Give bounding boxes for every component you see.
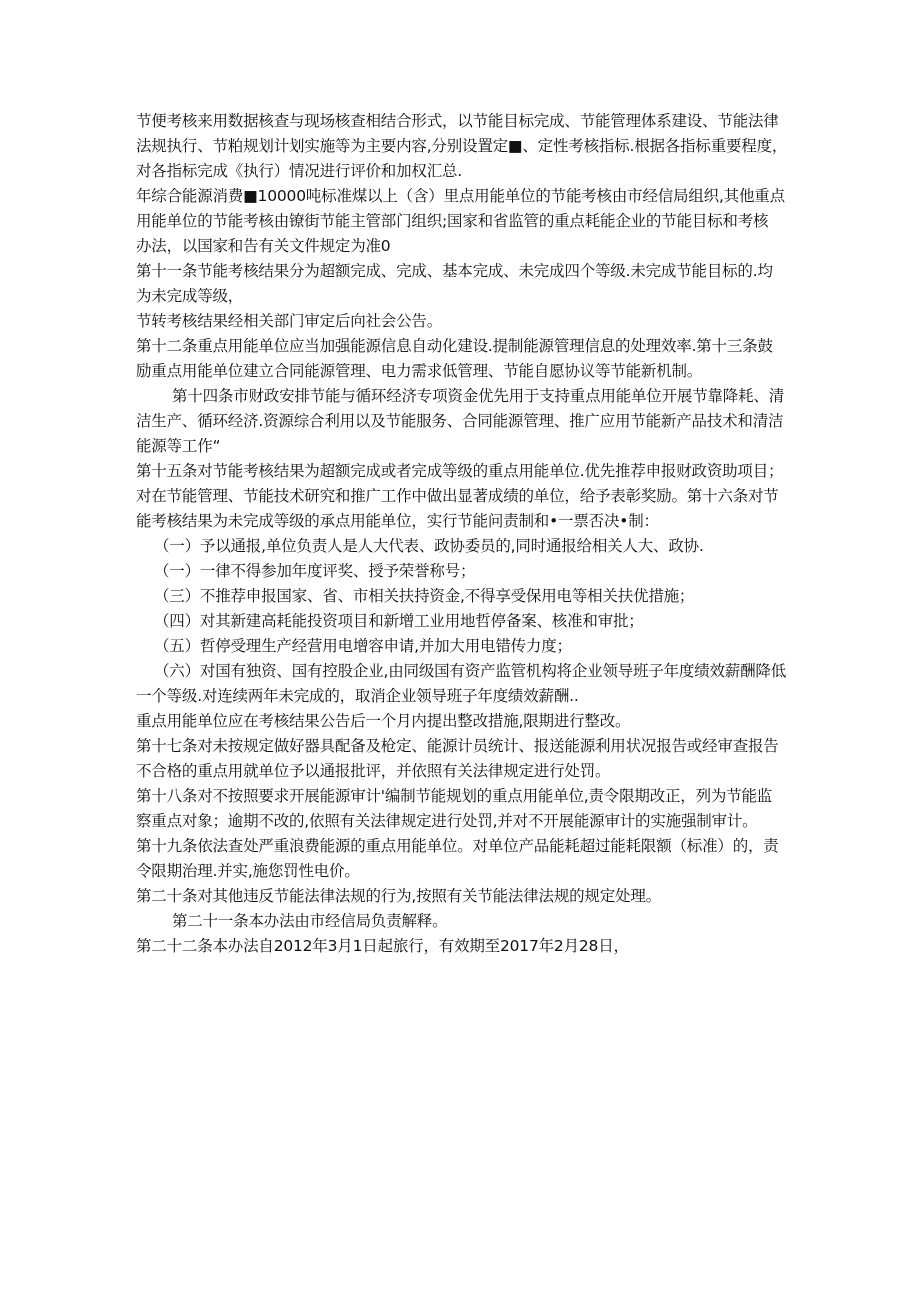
text-line: （一）一律不得参加年度评奖、授予荣誉称号； (154, 562, 476, 580)
text-line: 节转考核结果经相关部门审定后向社会公告。 (136, 312, 443, 330)
text-line: 节便考核来用数据核查与现场核查相结合形式，以节能目标完成、节能管理体系建设、节能法律 (136, 112, 779, 130)
text-line: 第二十二条本办法自2012年3月1日起旅行，有效期至2017年2月28日， (136, 937, 629, 955)
text-line: 用能单位的节能考核由镣街节能主管部门组织;国家和省监管的重点耗能企业的节能目标和考核 (136, 212, 769, 230)
text-line: 能考核结果为未完成等级的承点用能单位，实行节能问责制和•一票否决•制： (136, 512, 659, 530)
text-line: （六）对国有独资、国有控股企业,由同级国有资产监管机构将企业领导班子年度绩效薪酬降低 (154, 662, 787, 680)
text-line: 第十二条重点用能单位应当加强能源信息自动化建设.提制能源管理信息的处理效率.第十三条鼓 (136, 337, 773, 355)
text-line: 能源等工作“ (136, 437, 221, 455)
text-line: 第十四条市财政安排节能与循环经济专项资金优先用于支持重点用能单位开展节靠降耗、清 (172, 387, 785, 405)
text-line: （五）哲停受理生产经营用电增容申请,并加大用电错传力度； (154, 637, 572, 655)
text-line: （一）予以通报,单位负责人是人大代表、政协委员的,同时通报给相关人大、政协. (154, 537, 704, 555)
text-line: 令限期治理.并实,施您罚性电价。 (136, 862, 360, 880)
text-line: 第十九条依法查处严重浪费能源的重点用能单位。对单位产品能耗超过能耗限额（标准）的，责 (136, 837, 779, 855)
text-line: 第十一条节能考核结果分为超额完成、完成、基本完成、未完成四个等级.未完成节能目标的.均 (136, 262, 773, 280)
text-line: 第十五条对节能考核结果为超额完成或者完成等级的重点用能单位.优先推荐申报财政资助项目； (136, 462, 784, 480)
text-line: 不合格的重点用就单位予以通报批评，并依照有关法律规定进行处罚。 (136, 762, 611, 780)
text-line: 办法，以国家和告有关文件规定为准0 (136, 237, 391, 255)
text-line: 年综合能源消费■10000吨标准煤以上（含）里点用能单位的节能考核由市经信局组织,其他重点 (136, 187, 785, 205)
text-line: （三）不推荐申报国家、省、市相关扶持资金,不得享受保用电等相关扶优措施； (154, 587, 695, 605)
text-line: 为未完成等级， (136, 287, 244, 305)
text-line: （四）对其新建高耗能投资项目和新增工业用地哲停备案、核准和审批； (154, 612, 644, 630)
text-line: 第十七条对未按规定做好器具配备及枪定、能源计员统计、报送能源利用状况报告或经审查报告 (136, 737, 779, 755)
text-line: 第十八条对不按照要求开展能源审计'编制节能规划的重点用能单位,责令限期改正，列为节能监 (136, 787, 773, 805)
text-line: 励重点用能单位建立合同能源管理、电力需求低管理、节能自愿协议等节能新机制。 (136, 362, 703, 380)
text-line: 对各指标完成《执行）情况进行评价和加权汇总. (136, 162, 463, 180)
text-line: 一个等级.对连续两年未完成的，取消企业领导班子年度绩效薪酬.. (136, 687, 579, 705)
text-line: 洁生产、循环经济.资源综合利用以及节能服务、合同能源管理、推广应用节能新产品技术和清洁 (136, 412, 784, 430)
text-line: 重点用能单位应在考核结果公告后一个月内提出整改措施,限期进行整改。 (136, 712, 631, 730)
text-line: 对在节能管理、节能技术研究和推广工作中做出显著成绩的单位，给予表彰奖励。第十六条对节 (136, 487, 779, 505)
text-line: 察重点对象；逾期不改的,依照有关法律规定进行处罚,并对不开展能源审计的实施强制审计。 (136, 812, 758, 830)
text-line: 第二十条对其他违反节能法律法规的行为,按照有关节能法律法规的规定处理。 (136, 887, 661, 905)
text-line: 法规执行、节粕规划计划实施等为主要内容,分别设置定■、定性考核指标.根据各指标重要程度， (136, 137, 788, 155)
text-line: 第二十一条本办法由市经信局负责解释。 (172, 912, 448, 930)
